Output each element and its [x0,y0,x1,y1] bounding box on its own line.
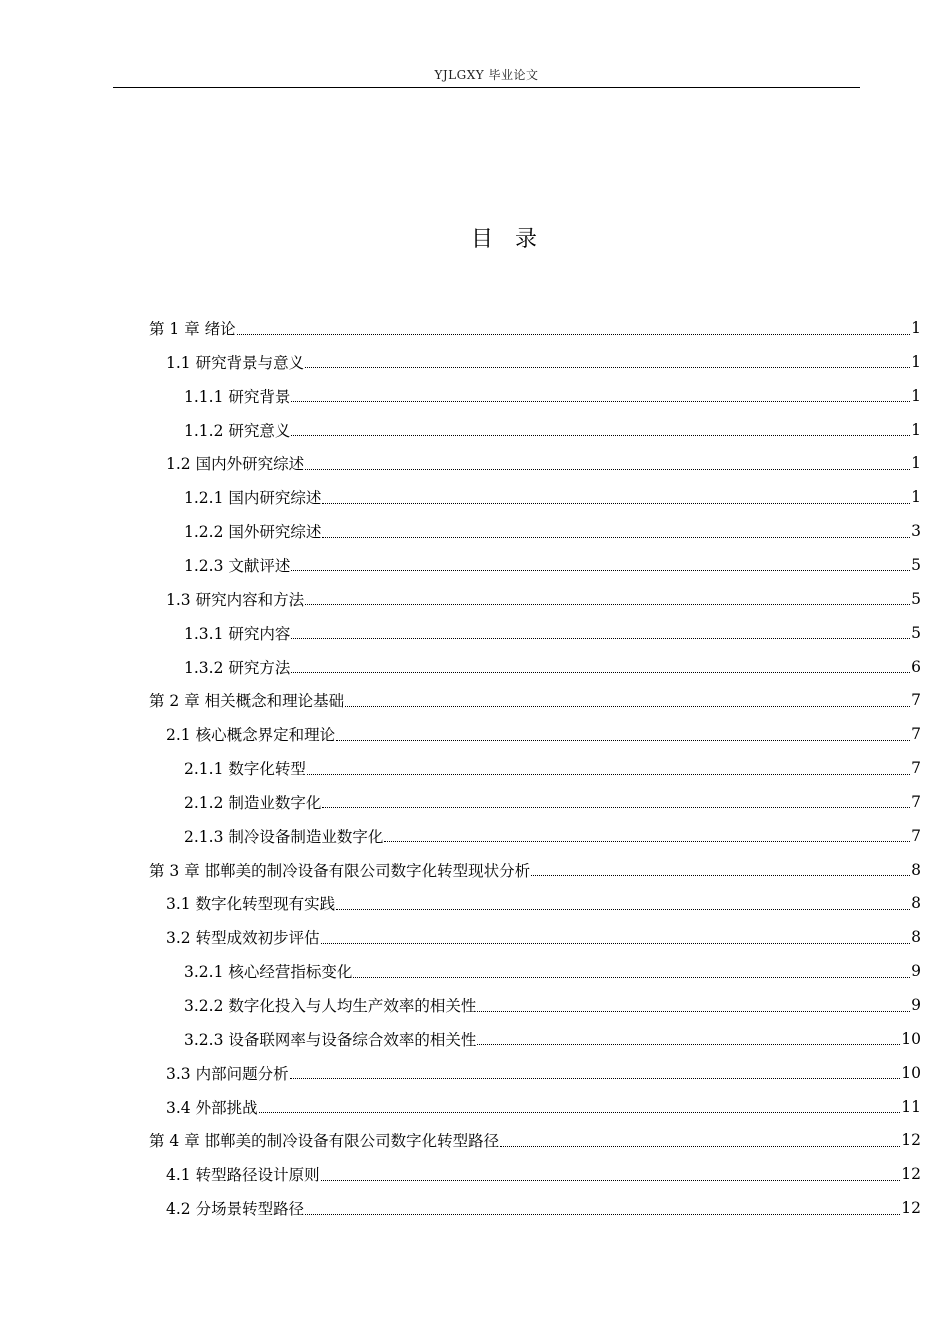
toc-entry-page: 1 [911,488,921,507]
toc-leader-dots [307,774,910,775]
toc-entry[interactable] [184,785,921,819]
toc-entry-page: 5 [911,623,921,642]
toc-entry-label: 4.2 分场景转型路径 [166,1200,305,1219]
toc-entry[interactable] [166,582,921,616]
toc-entry-page: 7 [911,691,921,710]
header-rule [113,87,860,88]
toc-entry-label: 2.1 核心概念界定和理论 [166,726,336,745]
toc-entry-page: 1 [911,319,921,337]
toc-entry-label: 1.2.2 国外研究综述 [184,523,322,542]
toc-entry-page: 8 [911,860,921,879]
toc-entry-page: 8 [911,894,921,913]
toc-entry-label: 1.3.1 研究内容 [184,624,291,643]
toc-entry[interactable] [166,886,921,920]
toc-entry[interactable] [166,1191,921,1225]
toc-entry-page: 10 [901,1029,921,1048]
toc-leader-dots [336,909,910,910]
toc-entry-page: 11 [901,1097,921,1116]
toc-leader-dots [322,503,910,504]
toc-entry-page: 8 [911,928,921,947]
toc-leader-dots [305,1214,900,1215]
toc-entry-page: 5 [911,589,921,608]
toc-entry[interactable] [184,751,921,785]
toc-entry[interactable] [166,1056,921,1090]
toc-entry[interactable] [166,920,921,954]
toc-entry-label: 3.2.3 设备联网率与设备综合效率的相关性 [184,1030,477,1049]
toc-leader-dots [305,367,910,368]
toc-entry-page: 7 [911,826,921,845]
toc-entry-page: 1 [911,352,921,371]
toc-entry-label: 1.2.3 文献评述 [184,556,291,575]
toc-entry-label: 1.3 研究内容和方法 [166,590,305,609]
toc-leader-dots [336,740,910,741]
toc-leader-dots [291,638,910,639]
toc-entry[interactable] [184,616,921,650]
toc-entry[interactable] [149,1123,921,1157]
toc-leader-dots [291,570,910,571]
toc-entry-label: 1.1 研究背景与意义 [166,353,305,372]
toc-entry[interactable] [184,1022,921,1056]
toc-entry-label: 1.1.2 研究意义 [184,421,291,440]
toc-leader-dots [322,537,910,538]
toc-entry-label: 2.1.3 制冷设备制造业数字化 [184,827,384,846]
toc-leader-dots [384,841,910,842]
toc-entry[interactable] [184,954,921,988]
toc-leader-dots [345,706,910,707]
toc-entry[interactable] [149,311,921,345]
toc-leader-dots [305,469,910,470]
toc-entry-label: 第 3 章 邯郸美的制冷设备有限公司数字化转型现状分析 [149,861,531,880]
toc-entry[interactable] [184,650,921,684]
toc-leader-dots [477,1044,900,1045]
toc-entry-page: 5 [911,555,921,574]
toc-entry-page: 7 [911,792,921,811]
toc-entry-label: 2.1.1 数字化转型 [184,760,306,779]
toc-entry[interactable] [184,548,921,582]
toc-entry-label: 1.2 国内外研究综述 [166,455,305,474]
toc-entry[interactable] [184,413,921,447]
toc-leader-dots [500,1146,900,1147]
toc-entry-page: 1 [911,420,921,439]
toc-entry-label: 1.3.2 研究方法 [184,658,291,677]
toc-entry-label: 第 4 章 邯郸美的制冷设备有限公司数字化转型路径 [149,1132,500,1151]
toc-entry-label: 3.2.1 核心经营指标变化 [184,963,353,982]
page-header: YJLGXY 毕业论文 [434,68,539,82]
toc-leader-dots [477,1011,910,1012]
toc-entry-page: 7 [911,725,921,744]
toc-entry-label: 1.2.1 国内研究综述 [184,489,322,508]
toc-entry[interactable] [166,1157,921,1191]
toc-entry[interactable] [166,446,921,480]
toc-leader-dots [291,401,910,402]
toc-entry[interactable] [149,853,921,887]
toc-leader-dots [353,977,910,978]
toc-leader-dots [305,604,910,605]
toc-leader-dots [531,875,910,876]
toc-entry-label: 3.3 内部问题分析 [166,1064,289,1083]
toc-entry-page: 1 [911,386,921,405]
toc-entry-label: 3.1 数字化转型现有实践 [166,895,336,914]
toc-leader-dots [290,1078,901,1079]
toc-entry[interactable] [184,480,921,514]
toc-entry-label: 3.2 转型成效初步评估 [166,929,320,948]
toc-leader-dots [291,435,910,436]
toc-entry[interactable] [149,683,921,717]
toc-entry-page: 7 [911,759,921,778]
toc-leader-dots [321,1180,901,1181]
toc-entry[interactable] [184,514,921,548]
toc-entry-label: 1.1.1 研究背景 [184,387,291,406]
toc-leader-dots [321,943,911,944]
toc-entry-label: 第 2 章 相关概念和理论基础 [149,692,345,711]
toc-entry[interactable] [184,379,921,413]
toc-title: 目录 [470,227,559,252]
toc-entry-page: 9 [911,996,921,1014]
toc-entry[interactable] [166,1090,921,1124]
toc-entry-label: 4.1 转型路径设计原则 [166,1166,320,1185]
toc-entry-label: 3.4 外部挑战 [166,1098,258,1117]
toc-entry-label: 3.2.2 数字化投入与人均生产效率的相关性 [184,997,477,1015]
toc-entry-page: 10 [901,1063,921,1082]
toc-leader-dots [237,334,910,335]
toc-leader-dots [322,807,910,808]
toc-entry[interactable] [184,988,921,1022]
toc-entry-page: 1 [911,454,921,473]
toc-entry-page: 9 [911,962,921,981]
toc-entry[interactable] [166,717,921,751]
toc-entry-page: 12 [901,1131,921,1150]
toc-entry-label: 第 1 章 绪论 [149,320,236,338]
toc-entry-page: 3 [911,522,921,541]
toc-leader-dots [259,1112,901,1113]
toc-entry[interactable] [166,345,921,379]
toc-entry-page: 6 [911,657,921,676]
toc-entry-page: 12 [901,1199,921,1218]
toc-entry-page: 12 [901,1165,921,1184]
toc-entry[interactable] [184,819,921,853]
toc-entry-label: 2.1.2 制造业数字化 [184,793,322,812]
toc-leader-dots [291,672,910,673]
